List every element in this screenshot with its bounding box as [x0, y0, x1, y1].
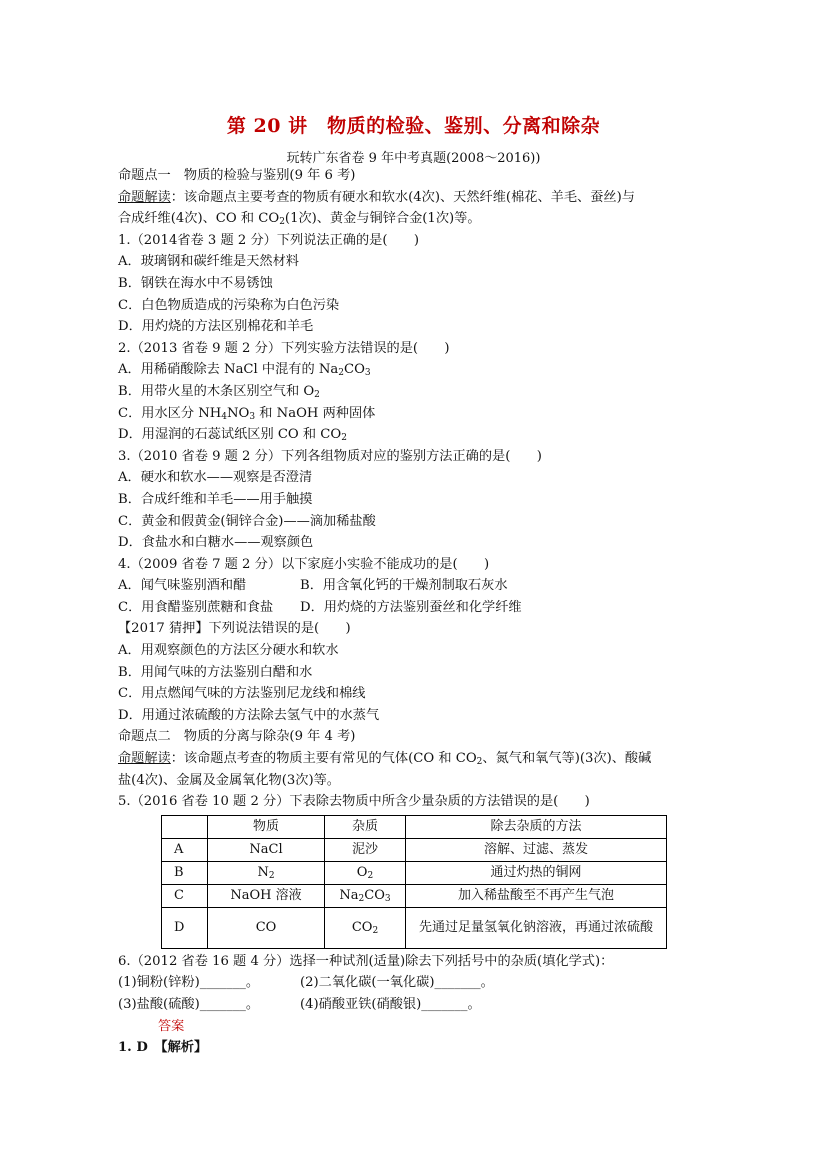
section2-intro-line1 — [118, 748, 710, 770]
predict-stem: 【2017 猜押】下列说法错误的是( ) — [118, 621, 351, 637]
subscript: 3 — [249, 411, 256, 422]
table-header — [162, 815, 208, 838]
table-row — [162, 884, 667, 907]
q6-stem: 6.（2012 省卷 16 题 4 分）选择一种试剂(适量)除去下列括号中的杂质(填化学式)： — [118, 953, 614, 969]
table-cell: 泥沙 — [325, 838, 406, 861]
content-body — [118, 165, 710, 1059]
q2-option-b — [118, 381, 710, 403]
table-cell: NaCl — [208, 838, 325, 861]
answer-label: 答案 — [158, 1018, 185, 1034]
option-text: D．用湿润的石蕊试纸区别 CO 和 CO — [118, 427, 342, 443]
table-row — [162, 907, 667, 948]
table-header-row — [162, 815, 667, 838]
table-row — [162, 861, 667, 884]
cell-text: CO — [364, 888, 385, 904]
table-cell: 通过灼热的铜网 — [406, 861, 667, 884]
q1-option-d: D．用灼烧的方法区别棉花和羊毛 — [118, 319, 314, 335]
q6-item-4: (4)硝酸亚铁(硝酸银)_______。 — [300, 997, 481, 1012]
table-header: 物质 — [208, 815, 325, 838]
q4-options-ab — [118, 575, 710, 597]
q1-option-a: A．玻璃钢和碳纤维是天然材料 — [118, 254, 299, 270]
page-title: 第 20 讲 物质的检验、鉴别、分离和除杂 — [226, 115, 601, 137]
subscript: 2 — [279, 217, 285, 228]
option-text: NO — [227, 405, 250, 421]
subscript: 2 — [372, 926, 379, 937]
q4-option-b: B．用含氧化钙的干燥剂制取石灰水 — [300, 578, 508, 594]
subscript: 3 — [384, 894, 391, 905]
q6-item-1: (1)铜粉(锌粉)_______。 — [118, 975, 260, 991]
predict-option-d: D．用通过浓硫酸的方法除去氢气中的水蒸气 — [118, 707, 380, 723]
section1-intro-line2 — [118, 208, 710, 230]
subscript: 2 — [476, 757, 483, 768]
section1-heading: 命题点一 物质的检验与鉴别(9 年 6 考) — [118, 168, 356, 183]
table-cell: B — [162, 861, 208, 884]
intro-label: 命题解读 — [118, 751, 171, 767]
table-cell — [325, 884, 406, 907]
intro-text: ：该命题点主要考查的物质有硬水和软水(4次)、天然纤维(棉花、羊毛、蚕丝)与 — [170, 189, 635, 205]
subscript: 2 — [338, 368, 345, 379]
cell-text: CO — [351, 920, 373, 936]
intro-text: ：该命题点考查的物质主要有常见的气体(CO 和 CO — [170, 751, 477, 767]
q6-item-2: (2)二氧化碳(一氧化碳)_______。 — [300, 975, 494, 991]
option-text: CO — [344, 362, 365, 378]
option-text: B．用带火星的木条区别空气和 O — [118, 383, 315, 399]
q4-stem: 4.（2009 省卷 7 题 2 分）以下家庭小实验不能成功的是( ) — [118, 556, 490, 572]
q6-items-12 — [118, 972, 710, 994]
answer-first: 1. D 【解析】 — [118, 1040, 208, 1056]
cell-text: Na — [339, 888, 359, 904]
q2-option-d — [118, 424, 710, 446]
table-cell: D — [162, 907, 208, 948]
q5-table — [161, 815, 667, 949]
q2-option-a — [118, 359, 710, 381]
intro-text: 合成纤维(4次)、CO 和 CO — [118, 211, 280, 227]
subscript: 3 — [364, 368, 371, 379]
q6-item-3: (3)盐酸(硫酸)_______。 — [118, 997, 260, 1012]
table-row — [162, 838, 667, 861]
q5-stem: 5.（2016 省卷 10 题 2 分）下表除去物质中所含少量杂质的方法错误的是( ) — [118, 794, 590, 810]
q2-option-c — [118, 403, 710, 425]
table-cell: 加入稀盐酸至不再产生气泡 — [406, 884, 667, 907]
table-cell — [208, 861, 325, 884]
subscript: 4 — [221, 411, 227, 422]
page-subtitle: 玩转广东省卷 9 年中考真题(2008～2016)) — [286, 151, 541, 166]
subscript: 2 — [314, 389, 320, 400]
table-header: 除去杂质的方法 — [406, 815, 667, 838]
table-cell: C — [162, 884, 208, 907]
table-cell: A — [162, 838, 208, 861]
table-cell: 溶解、过滤、蒸发 — [406, 838, 667, 861]
q1-option-c: C．白色物质造成的污染称为白色污染 — [118, 297, 340, 313]
q3-option-b: B．合成纤维和羊毛——用手触摸 — [118, 491, 313, 507]
section2-intro-line2: 盐(4次)、金属及金属氧化物(3次)等。 — [118, 772, 340, 788]
q3-option-d: D．食盐水和白糖水——观察颜色 — [118, 535, 314, 551]
cell-text: O — [356, 865, 368, 881]
option-text: A．用稀硝酸除去 NaCl 中混有的 Na — [118, 362, 339, 378]
option-text: 和 NaOH 两种固体 — [255, 405, 376, 421]
intro-text: 、氮气和氧气等)(3次)、酸碱 — [482, 751, 652, 767]
q4-option-a: A．闻气味鉴别酒和醋 — [118, 578, 247, 594]
table-cell: 先通过足量氢氧化钠溶液，再通过浓硫酸 — [406, 907, 667, 948]
table-cell: NaOH 溶液 — [208, 884, 325, 907]
table-header: 杂质 — [325, 815, 406, 838]
subscript: 2 — [358, 894, 365, 905]
section1-intro-line1 — [118, 187, 710, 209]
table-cell — [325, 861, 406, 884]
option-text: C．用水区分 NH — [118, 405, 222, 421]
intro-text: (1次)、黄金与铜锌合金(1次)等。 — [284, 211, 481, 227]
subscript: 2 — [341, 433, 347, 444]
section2-heading: 命题点二 物质的分离与除杂(9 年 4 考) — [118, 729, 356, 745]
q1-option-b: B．钢铁在海水中不易锈蚀 — [118, 275, 273, 291]
q4-options-cd — [118, 597, 710, 619]
q3-option-c: C．黄金和假黄金(铜锌合金)——滴加稀盐酸 — [118, 513, 376, 529]
q4-option-d: D．用灼烧的方法鉴别蚕丝和化学纤维 — [300, 599, 522, 615]
table-cell — [325, 907, 406, 948]
table-cell: CO — [208, 907, 325, 948]
q3-option-a: A．硬水和软水——观察是否澄清 — [118, 470, 313, 486]
predict-option-b: B．用闻气味的方法鉴别白醋和水 — [118, 664, 313, 680]
subscript: 2 — [268, 871, 275, 882]
subscript: 2 — [367, 871, 374, 882]
cell-text: N — [257, 865, 269, 881]
q3-stem: 3.（2010 省卷 9 题 2 分）下列各组物质对应的鉴别方法正确的是( ) — [118, 448, 542, 464]
q1-stem: 1.（2014省卷 3 题 2 分）下列说法正确的是( ) — [118, 232, 419, 248]
predict-option-a: A．用观察颜色的方法区分硬水和软水 — [118, 643, 339, 659]
q6-items-34 — [118, 994, 710, 1016]
predict-option-c: C．用点燃闻气味的方法鉴别尼龙线和棉线 — [118, 686, 366, 702]
intro-label: 命题解读 — [118, 189, 171, 205]
q4-option-c: C．用食醋鉴别蔗糖和食盐 — [118, 599, 274, 615]
q2-stem: 2.（2013 省卷 9 题 2 分）下列实验方法错误的是( ) — [118, 340, 450, 356]
